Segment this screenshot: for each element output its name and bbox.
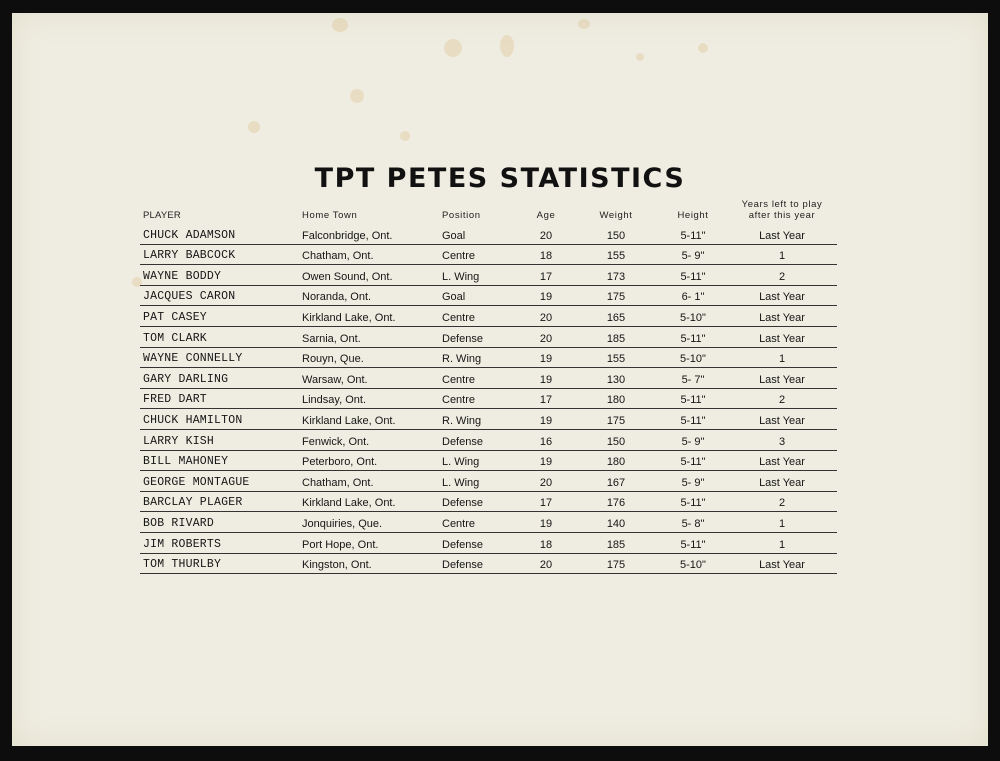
cell-position: L. Wing [442,270,480,283]
cell-home-town: Rouyn, Que. [302,353,364,366]
cell-height: 5-11" [680,394,706,407]
cell-home-town: Owen Sound, Ont. [302,270,393,283]
cell-years-left: Last Year [759,559,805,572]
cell-player: BOB RIVARD [143,516,215,530]
cell-years-left: Last Year [759,229,805,242]
cell-home-town: Port Hope, Ont. [302,538,379,551]
cell-years-left: Last Year [759,311,805,324]
cell-weight: 130 [606,373,626,386]
cell-height: 5- 9" [681,476,705,489]
cell-weight: 140 [606,517,626,530]
cell-player: WAYNE BODDY [143,269,222,283]
cell-player: TOM THURLBY [143,558,222,572]
cell-age: 20 [539,311,553,324]
table-row [140,471,837,492]
stain-mark [500,35,514,57]
header-years-left-line1: Years left to play [741,199,823,210]
cell-years-left: 3 [778,435,786,448]
cell-height: 5-10" [680,353,706,366]
cell-years-left: 2 [778,394,786,407]
cell-height: 5-11" [680,414,706,427]
cell-age: 20 [539,559,553,572]
cell-height: 6- 1" [681,291,705,304]
cell-position: Goal [442,229,466,242]
cell-height: 5-11" [680,332,706,345]
cell-home-town: Kirkland Lake, Ont. [302,311,396,324]
cell-age: 20 [539,476,553,489]
cell-years-left: Last Year [759,332,805,345]
cell-position: Centre [442,517,476,530]
cell-player: JACQUES CARON [143,290,236,304]
cell-years-left: Last Year [759,456,805,469]
cell-player: LARRY BABCOCK [143,249,236,263]
cell-height: 5- 9" [681,250,705,263]
table-row [140,409,837,430]
stain-mark [400,131,410,141]
cell-position: L. Wing [442,476,480,489]
cell-height: 5-10" [680,559,706,572]
cell-weight: 167 [606,476,626,489]
cell-player: PAT CASEY [143,310,207,324]
cell-age: 20 [539,229,553,242]
table-row [140,348,837,369]
table-row [140,512,837,533]
cell-years-left: 1 [778,353,786,366]
cell-age: 17 [539,497,553,510]
cell-player: CHUCK ADAMSON [143,228,236,242]
cell-player: JIM ROBERTS [143,537,222,551]
cell-weight: 150 [606,435,626,448]
header-age: Age [536,210,556,221]
cell-years-left: 1 [778,538,786,551]
cell-height: 5-11" [680,456,706,469]
cell-age: 19 [539,291,553,304]
cell-position: L. Wing [442,456,480,469]
cell-age: 19 [539,517,553,530]
cell-home-town: Lindsay, Ont. [302,394,366,407]
cell-weight: 175 [606,291,626,304]
cell-position: Centre [442,394,476,407]
cell-position: Centre [442,373,476,386]
table-row [140,554,837,575]
table-header [140,192,837,224]
cell-position: Defense [442,332,483,345]
cell-weight: 185 [606,332,626,345]
cell-home-town: Noranda, Ont. [302,291,372,304]
cell-height: 5-11" [680,229,706,242]
cell-weight: 173 [606,270,626,283]
table-row [140,492,837,513]
cell-age: 20 [539,332,553,345]
table-row [140,245,837,266]
table-row [140,286,837,307]
cell-home-town: Jonquiries, Que. [302,517,383,530]
cell-home-town: Sarnia, Ont. [302,332,361,345]
table-row [140,265,837,286]
header-years-left-line2: after this year [748,210,816,221]
cell-position: Defense [442,559,483,572]
cell-height: 5- 7" [681,373,705,386]
header-player: PLAYER [143,210,181,221]
cell-years-left: 2 [778,497,786,510]
cell-home-town: Peterboro, Ont. [302,456,378,469]
cell-height: 5-10" [680,311,706,324]
cell-position: Defense [442,497,483,510]
table-row [140,533,837,554]
cell-age: 17 [539,270,553,283]
header-weight: Weight [599,210,633,221]
header-home-town: Home Town [302,210,358,221]
cell-years-left: Last Year [759,291,805,304]
cell-position: Goal [442,291,466,304]
header-position: Position [442,210,481,221]
cell-age: 18 [539,250,553,263]
cell-height: 5- 8" [681,517,705,530]
cell-years-left: Last Year [759,414,805,427]
cell-home-town: Fenwick, Ont. [302,435,370,448]
cell-player: BARCLAY PLAGER [143,496,243,510]
cell-years-left: 2 [778,270,786,283]
cell-position: R. Wing [442,353,482,366]
table-row [140,306,837,327]
stain-mark [332,18,348,32]
cell-player: CHUCK HAMILTON [143,413,243,427]
cell-player: GEORGE MONTAGUE [143,475,250,489]
cell-years-left: 1 [778,517,786,530]
cell-weight: 165 [606,311,626,324]
cell-home-town: Chatham, Ont. [302,476,374,489]
cell-home-town: Kingston, Ont. [302,559,372,572]
cell-home-town: Kirkland Lake, Ont. [302,497,396,510]
table-row [140,224,837,245]
cell-age: 19 [539,414,553,427]
table-row [140,327,837,348]
cell-player: BILL MAHONEY [143,455,229,469]
cell-age: 19 [539,373,553,386]
header-height: Height [677,210,709,221]
cell-weight: 155 [606,250,626,263]
cell-position: Centre [442,311,476,324]
cell-years-left: Last Year [759,476,805,489]
cell-home-town: Falconbridge, Ont. [302,229,393,242]
cell-weight: 180 [606,456,626,469]
cell-age: 18 [539,538,553,551]
stain-mark [444,39,462,57]
stain-mark [698,43,708,53]
table-body [140,224,837,574]
cell-weight: 180 [606,394,626,407]
cell-height: 5-11" [680,270,706,283]
table-row [140,389,837,410]
statistics-table [140,192,837,574]
stain-mark [636,53,644,61]
header-years-left [726,199,838,221]
table-row [140,451,837,472]
table-row [140,430,837,451]
cell-age: 19 [539,456,553,469]
cell-home-town: Kirkland Lake, Ont. [302,414,396,427]
page-title: TPT PETES STATISTICS [314,163,686,194]
cell-age: 19 [539,353,553,366]
cell-weight: 175 [606,559,626,572]
cell-position: Defense [442,538,483,551]
cell-home-town: Warsaw, Ont. [302,373,368,386]
cell-player: GARY DARLING [143,372,229,386]
table-row [140,368,837,389]
stain-mark [578,19,590,29]
cell-age: 16 [539,435,553,448]
cell-weight: 176 [606,497,626,510]
cell-position: R. Wing [442,414,482,427]
cell-height: 5-11" [680,538,706,551]
stain-mark [350,89,364,103]
cell-weight: 185 [606,538,626,551]
cell-player: WAYNE CONNELLY [143,352,243,366]
stain-mark [248,121,260,133]
cell-position: Defense [442,435,483,448]
cell-weight: 175 [606,414,626,427]
cell-weight: 150 [606,229,626,242]
cell-player: FRED DART [143,393,207,407]
cell-player: LARRY KISH [143,434,215,448]
cell-age: 17 [539,394,553,407]
cell-weight: 155 [606,353,626,366]
cell-height: 5- 9" [681,435,705,448]
cell-home-town: Chatham, Ont. [302,250,374,263]
cell-player: TOM CLARK [143,331,207,345]
cell-height: 5-11" [680,497,706,510]
cell-years-left: 1 [778,250,786,263]
cell-years-left: Last Year [759,373,805,386]
cell-position: Centre [442,250,476,263]
